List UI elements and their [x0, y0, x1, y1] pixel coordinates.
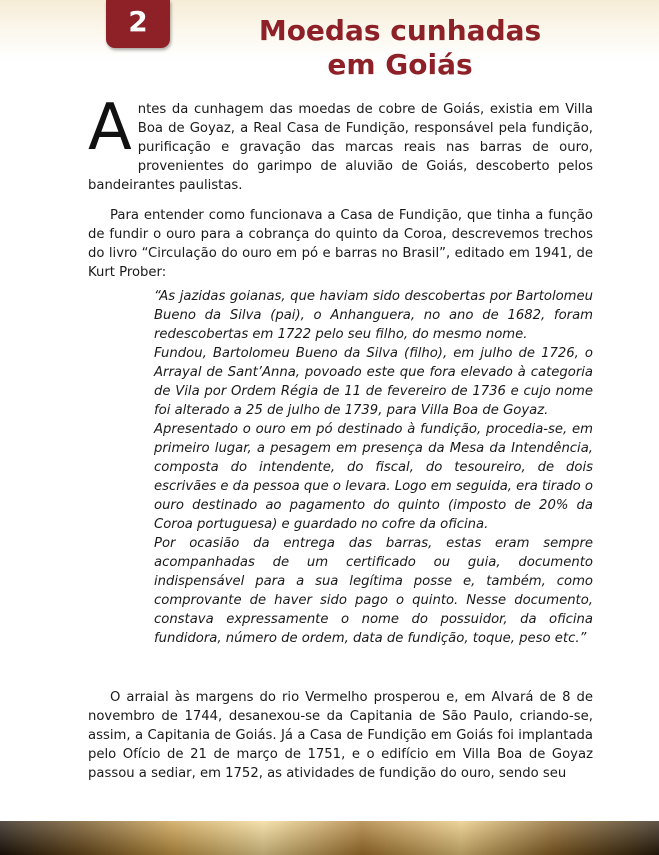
bottom-decorative-band	[0, 821, 659, 855]
chapter-tab	[106, 0, 170, 48]
drop-cap: A	[88, 91, 132, 165]
quote-paragraph-4: Por ocasião da entrega das barras, estas eram sempre acompanhadas de um certificado ou guia, documento indispensável para a sua legítima posse e, também, como comprovante de haver sido pago o quinto. Nesse documento, constava expressamente o nome do possuidor, da oficina fundidora, número de ordem, data de fundição, toque, peso etc.”	[154, 536, 593, 646]
context-paragraph: Para entender como funcionava a Casa de Fundição, que tinha a função de fundir o ouro para a cobrança do quinto da Coroa, descrevemos trechos do livro “Circulação do ouro em pó e barras no Brasil”, editado em 1941, de Kurt Prober:	[88, 208, 593, 280]
quote-paragraph-3: Apresentado o ouro em pó destinado à fundição, procedia-se, em primeiro lugar, a pesagem em presença da Mesa da Intendência, composta do intendente, do fiscal, do tesoureiro, de dois escrivães e da pessoa que o levara. Logo em seguida, era tirado o ouro destinado ao pagamento do quinto (imposto de 20% da Coroa portuguesa) e guardado no cofre da oficina.	[154, 422, 593, 532]
quote-paragraph-1: “As jazidas goianas, que haviam sido descobertas por Bartolomeu Bueno da Silva (pai), o Anhanguera, no ano de 1682, foram redescobertas em 1722 pelo seu filho, do mesmo nome.	[154, 289, 593, 342]
intro-paragraph	[88, 91, 593, 195]
page-title-line-1: Moedas cunhadas	[258, 14, 542, 47]
closing-paragraph: O arraial às margens do rio Vermelho prosperou e, em Alvará de 8 de novembro de 1744, desanexou-se da Capitania de São Paulo, criando-se, assim, a Capitania de Goiás. Já a Casa de Fundição em Goiás foi implantada pelo Ofício de 21 de março de 1751, e o edifício em Villa Boa de Goyaz passou a sediar, em 1752, as atividades de fundição do ouro, sendo seu	[88, 690, 593, 781]
intro-paragraph-text: ntes da cunhagem das moedas de cobre de Goiás, existia em Villa Boa de Goyaz, a Real Casa de Fundição, responsável pela fundição, purificação e gravação das marcas reais nas barras de ouro, provenientes do garimpo de aluvião de Goiás, descoberto pelos bandeirantes paulistas.	[88, 102, 593, 193]
chapter-number: 2	[128, 5, 148, 38]
block-quote	[154, 287, 593, 648]
page-title	[230, 14, 570, 82]
quote-paragraph-2: Fundou, Bartolomeu Bueno da Silva (filho), em julho de 1726, o Arrayal de Sant’Anna, povoado este que fora elevado à categoria de Vila por Ordem Régia de 11 de fevereiro de 1736 e cujo nome foi alterado a 25 de julho de 1739, para Villa Boa de Goyaz.	[154, 346, 593, 418]
page-title-line-2: em Goiás	[327, 48, 473, 81]
